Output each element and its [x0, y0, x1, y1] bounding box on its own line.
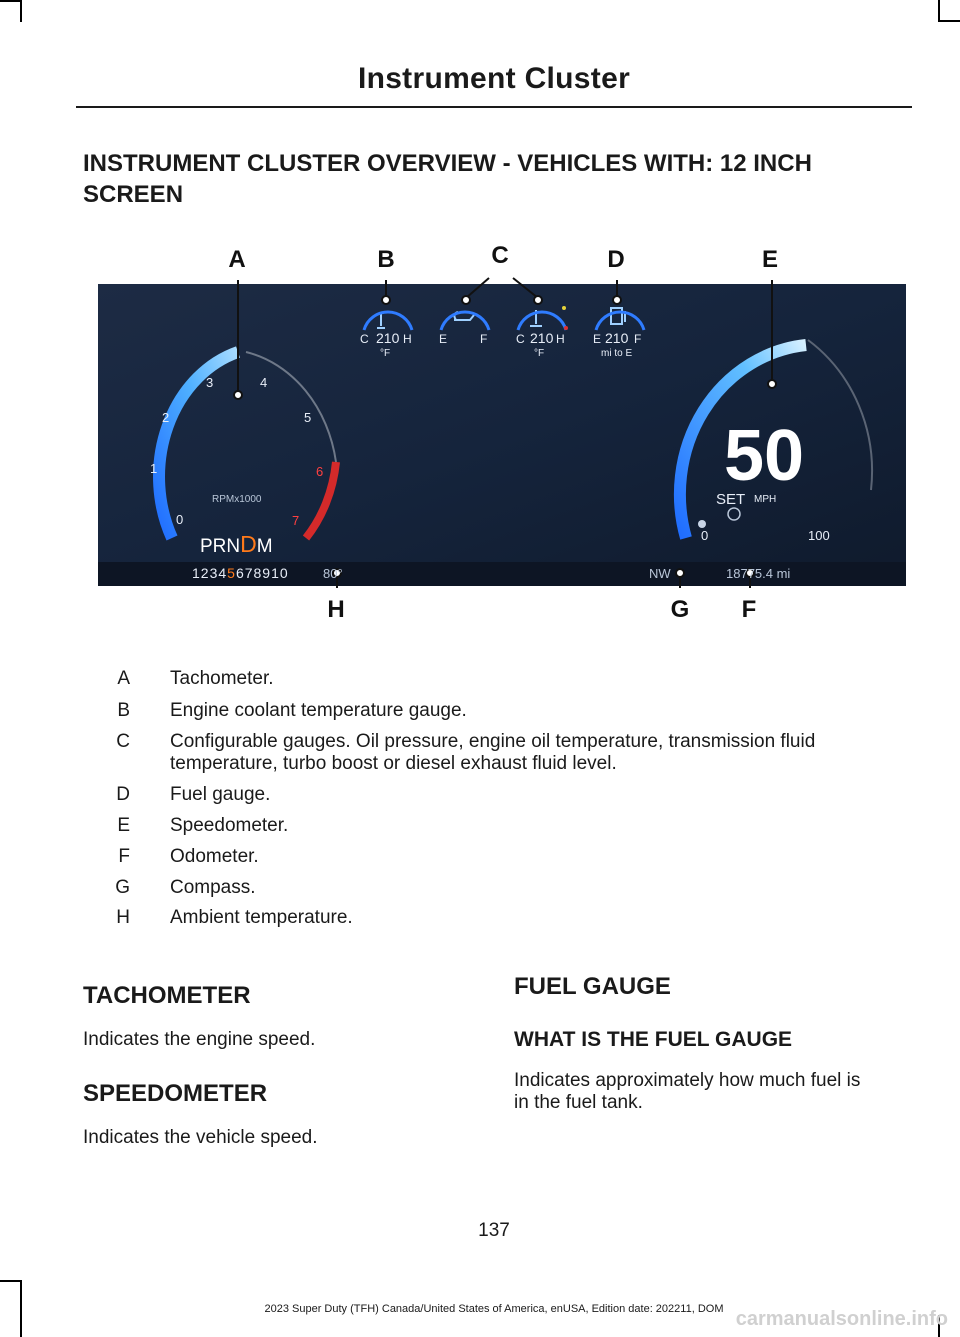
tach-tick: 5: [304, 410, 312, 425]
legend-key: C: [116, 731, 130, 752]
speed-unit: MPH: [754, 494, 777, 505]
callout-e: E: [761, 246, 778, 273]
tachometer-heading: TACHOMETER: [83, 982, 251, 1009]
legend-text: Tachometer.: [170, 668, 274, 689]
legend-key: B: [117, 700, 130, 721]
legend-key: F: [118, 846, 130, 867]
legend-key: G: [115, 877, 130, 898]
legend-text: temperature, turbo boost or diesel exhaust fluid level.: [170, 753, 617, 774]
callout-a: A: [228, 246, 246, 273]
crop-mark: [0, 1280, 22, 1282]
fuel-unit: mi to E: [601, 348, 633, 359]
fuel-gauge-body: Indicates approximately how much fuel is: [514, 1070, 861, 1091]
crop-mark: [938, 20, 960, 22]
odometer-value: 18775.4 mi: [726, 566, 791, 581]
speed-value: 50: [724, 416, 805, 496]
crop-mark: [0, 0, 22, 2]
ambient-temperature: 80°: [323, 566, 343, 581]
legend-text: Configurable gauges. Oil pressure, engine oil temperature, transmission fluid: [170, 731, 816, 752]
speedometer-heading: SPEEDOMETER: [83, 1080, 268, 1107]
trans-right: H: [556, 332, 565, 346]
callout-g: G: [670, 596, 690, 623]
tach-tick: 6: [316, 464, 324, 479]
tach-tick: 1: [150, 461, 158, 476]
fuel-right: F: [634, 332, 642, 346]
trans-value: 210: [530, 330, 554, 346]
instrument-cluster-figure: [96, 240, 908, 630]
legend-key: D: [116, 784, 130, 805]
trans-temp-hot-dot: [564, 326, 568, 330]
header-rule: [76, 106, 912, 108]
callout-c: C: [491, 242, 509, 269]
gear-prn: PRN: [200, 536, 241, 557]
tachometer-body: Indicates the engine speed.: [83, 1029, 316, 1050]
legend-key: H: [116, 907, 130, 928]
tach-tick: 7: [292, 513, 300, 528]
section-title: INSTRUMENT CLUSTER OVERVIEW - VEHICLES WITH: 12 INCH SCREEN: [83, 150, 812, 208]
legend-text: Ambient temperature.: [170, 907, 353, 928]
oil-left: E: [439, 332, 448, 346]
speed-tick-max: 100: [808, 528, 830, 543]
coolant-left: C: [360, 332, 369, 346]
fuel-gauge-subheading: WHAT IS THE FUEL GAUGE: [514, 1028, 793, 1051]
tach-tick: 4: [260, 375, 268, 390]
gear-numbers: 12345678910: [192, 565, 289, 581]
crop-mark: [20, 0, 22, 22]
trans-unit: °F: [534, 348, 545, 359]
trans-temp-warning-dot: [562, 306, 566, 310]
page-title: Instrument Cluster: [357, 62, 631, 95]
legend-key: A: [117, 668, 130, 689]
coolant-unit: °F: [380, 348, 391, 359]
gear-active: D: [240, 531, 257, 557]
callout-d: D: [607, 246, 625, 273]
page-number: 137: [478, 1220, 510, 1241]
speed-set-label: SET: [716, 491, 746, 508]
tach-tick: 3: [206, 375, 214, 390]
footer-edition: 2023 Super Duty (TFH) Canada/United States of America, enUSA, Edition date: 202211, DOM: [264, 1303, 724, 1315]
legend-text: Compass.: [170, 877, 256, 898]
callout-f: F: [741, 596, 757, 623]
fuel-gauge-body-continued: in the fuel tank.: [514, 1092, 643, 1113]
oil-right: F: [480, 332, 488, 346]
watermark: carmanualsonline.info: [735, 1308, 948, 1330]
tach-tick: 2: [162, 410, 170, 425]
gear-m: M: [256, 536, 273, 557]
coolant-right: H: [403, 332, 412, 346]
crop-mark: [938, 0, 940, 22]
trans-left: C: [516, 332, 525, 346]
speedometer-body: Indicates the vehicle speed.: [83, 1127, 318, 1148]
tach-tick: 0: [176, 512, 184, 527]
cluster-illustration: [96, 240, 908, 630]
speedometer-needle-dot: [698, 520, 706, 528]
fuel-value: 210: [605, 330, 629, 346]
fuel-left: E: [593, 332, 602, 346]
coolant-value: 210: [376, 330, 400, 346]
tachometer-unit: RPMx1000: [212, 494, 262, 505]
legend-text: Speedometer.: [170, 815, 289, 836]
legend-text: Fuel gauge.: [170, 784, 271, 805]
speed-tick-min: 0: [701, 528, 709, 543]
fuel-gauge-heading: FUEL GAUGE: [514, 973, 671, 1000]
legend-text: Odometer.: [170, 846, 259, 867]
legend-key: E: [117, 815, 130, 836]
legend-text: Engine coolant temperature gauge.: [170, 700, 467, 721]
callout-h: H: [327, 596, 345, 623]
compass-heading: NW: [649, 566, 671, 581]
callout-b: B: [377, 246, 395, 273]
